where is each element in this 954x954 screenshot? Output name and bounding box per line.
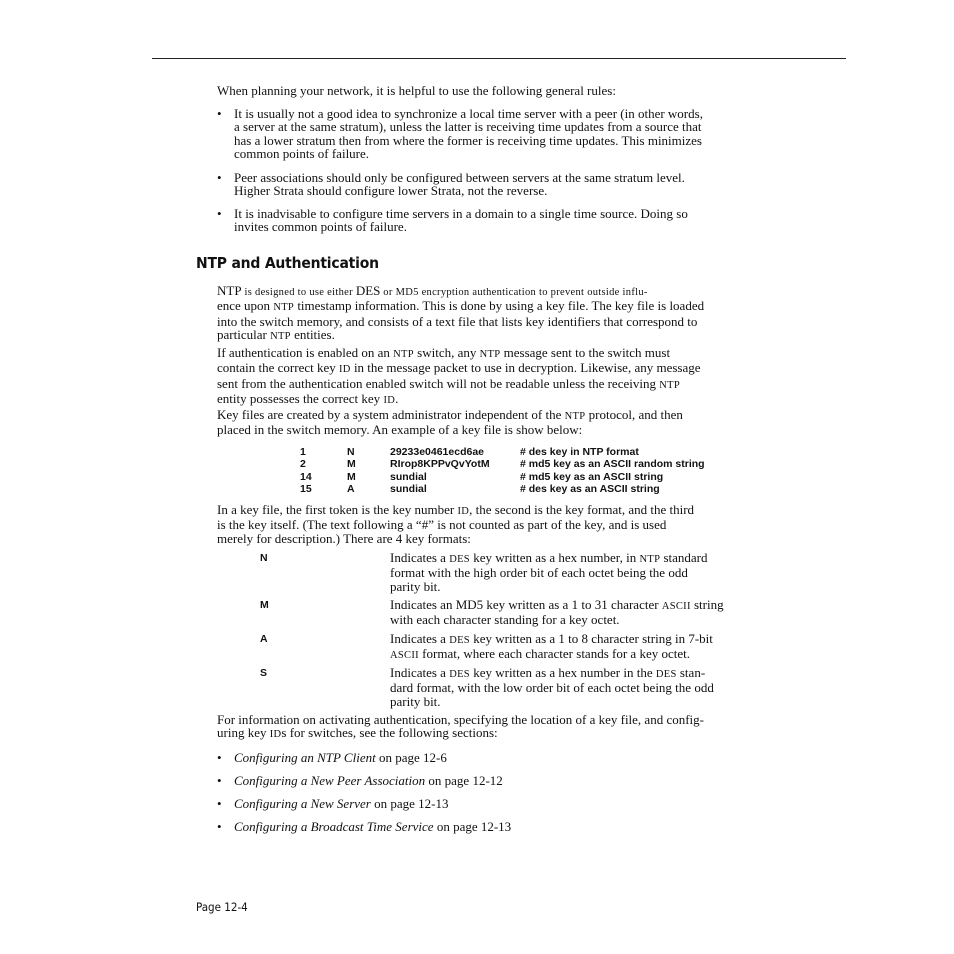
references-intro: For information on activating authentication, specifying the location of a key file, and config- uring key IDs for switches, see the following sections: [217, 712, 704, 741]
reference-link[interactable]: Configuring an NTP Client on page 12-6 [234, 750, 447, 765]
reference-link[interactable]: Configuring a New Server on page 12-13 [234, 796, 449, 811]
page-number: Page 12-4 [196, 900, 248, 914]
reference-link[interactable]: Configuring a Broadcast Time Service on page 12-13 [234, 819, 512, 834]
key-format-description: Indicates an MD5 key written as a 1 to 31 character ASCII string with each character standing for a key octet. [390, 597, 724, 628]
bullet-icon: • [217, 170, 222, 185]
key-format-code: S [260, 667, 268, 679]
bullet-icon: • [217, 773, 222, 788]
section-heading: NTP and Authentication [196, 254, 379, 272]
authentication-paragraph: If authentication is enabled on an NTP switch, any NTP message sent to the switch must contain the correct key ID in the message packet to use in decryption. Likewise, any message sent from the authentication enabled switch will not be readable unless the receiving NTP entity possesses the correct key ID. [217, 345, 701, 407]
bullet-icon: • [217, 796, 222, 811]
bullet-icon: • [217, 206, 222, 221]
key-file-format: N [347, 446, 355, 458]
key-format-description: Indicates a DES key written as a hex number in the DES stan- dard format, with the low order bit of each octet being the odd parity bit. [390, 665, 714, 709]
key-file-comment: # des key as an ASCII string [520, 482, 660, 495]
key-file-key: sundial [390, 482, 427, 495]
key-file-key: RIrop8KPPvQvYotM [390, 458, 490, 471]
key-format-code: M [260, 599, 269, 611]
reference-link[interactable]: Configuring a New Peer Association on page 12-12 [234, 773, 503, 788]
key-file-id: 15 [300, 482, 312, 495]
key-format-description: Indicates a DES key written as a 1 to 8 character string in 7-bit ASCII format, where each character stands for a key octet. [390, 631, 713, 662]
bullet-icon: • [217, 106, 222, 121]
rule-item: It is inadvisable to configure time servers in a domain to a single time source. Doing so invites common points of failure. [234, 206, 688, 235]
rule-item: Peer associations should only be configured between servers at the same stratum level. Higher Strata should configure lower Strata, not the reverse. [234, 170, 685, 199]
key-file-format: M [347, 458, 356, 471]
rule-item: It is usually not a good idea to synchronize a local time server with a peer (in other words, a server at the same stratum), unless the latter is receiving time updates from a source that has a lower stratum then from where the former is receiving time updates. This minimizes common points of failure. [234, 106, 703, 162]
key-file-id: 14 [300, 470, 312, 483]
key-file-id: 1 [300, 446, 306, 458]
key-file-comment: # des key in NTP format [520, 446, 639, 458]
key-file-comment: # md5 key as an ASCII random string [520, 458, 705, 471]
key-format-code: N [260, 552, 268, 564]
key-files-paragraph: Key files are created by a system administrator independent of the NTP protocol, and then placed in the switch memory. An example of a key file is show below: [217, 407, 683, 438]
key-file-key: 29233e0461ecd6ae [390, 446, 485, 458]
key-file-format: M [347, 470, 356, 483]
ntp-intro-paragraph: NTP is designed to use either DES or MD5 encryption authentication to prevent outside influ- ence upon NTP timestamp information. This is done by using a key file. The key file is loaded into the switch memory, and consists of a text file that lists key identifiers that correspond to particular NTP entities. [217, 283, 705, 343]
key-file-explanation: In a key file, the first token is the key number ID, the second is the key format, and the third is the key itself. (The text following a “#” is not counted as part of the key, and is used merely for description.) There are 4 key formats: [217, 502, 695, 546]
key-file-comment: # md5 key as an ASCII string [520, 470, 664, 483]
bullet-icon: • [217, 750, 222, 765]
bullet-icon: • [217, 819, 222, 834]
key-format-description: Indicates a DES key written as a hex number, in NTP standard format with the high order bit of each octet being the odd parity bit. [390, 550, 708, 594]
key-file-format: A [347, 482, 355, 495]
key-file-key: sundial [390, 470, 427, 483]
key-format-code: A [260, 633, 268, 645]
key-file-id: 2 [300, 458, 306, 471]
header-rule [152, 58, 846, 59]
intro-paragraph: When planning your network, it is helpful to use the following general rules: [217, 83, 616, 98]
